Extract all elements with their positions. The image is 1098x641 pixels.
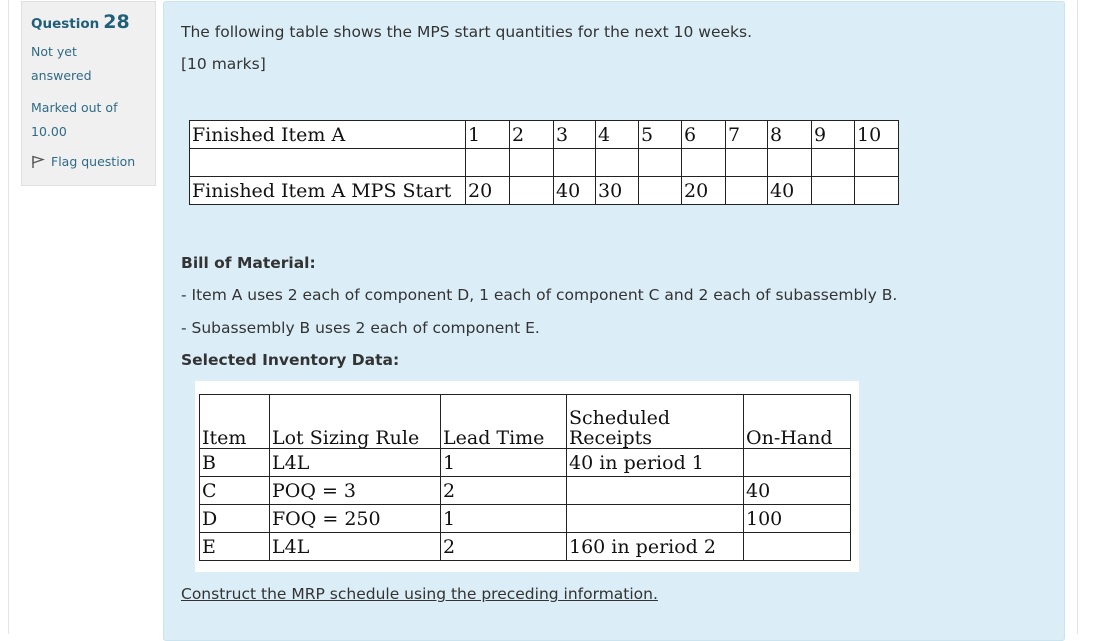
week-cell: 7 [726, 121, 768, 149]
empty-cell [855, 149, 899, 177]
mps-start-cell: 40 [554, 177, 596, 205]
header-on-hand: On-Hand [744, 395, 851, 449]
week-cell: 6 [682, 121, 726, 149]
item-cell: D [200, 505, 270, 533]
scheduled-receipts-cell: 40 in period 1 [567, 449, 744, 477]
question-label: Question [31, 16, 100, 32]
header-lead-time: Lead Time [441, 395, 567, 449]
bom-heading: Bill of Material: [181, 254, 316, 272]
scheduled-receipts-cell: 160 in period 2 [567, 533, 744, 561]
on-hand-cell [744, 449, 851, 477]
lot-rule-cell: L4L [270, 533, 441, 561]
lot-rule-cell: FOQ = 250 [270, 505, 441, 533]
mps-start-cell [639, 177, 682, 205]
page-frame-left [8, 0, 9, 634]
question-number-line [31, 11, 146, 33]
mps-item-label: Finished Item A [190, 121, 466, 149]
header-scheduled-line-2: Receipts [569, 427, 653, 449]
scheduled-receipts-cell [567, 505, 744, 533]
inventory-heading: Selected Inventory Data: [181, 351, 400, 369]
week-cell: 10 [855, 121, 899, 149]
scheduled-receipts-cell [567, 477, 744, 505]
question-content [163, 1, 1065, 641]
question-marks: [10 marks] [181, 55, 266, 73]
week-cell: 1 [466, 121, 510, 149]
page-frame-right [1077, 0, 1078, 634]
mps-start-cell: 30 [596, 177, 639, 205]
state-line-2: answered [31, 68, 92, 83]
empty-cell [639, 149, 682, 177]
week-cell: 9 [812, 121, 855, 149]
question-grade [31, 96, 146, 144]
empty-cell [466, 149, 510, 177]
empty-cell [726, 149, 768, 177]
header-scheduled-line-1: Scheduled [569, 407, 671, 429]
bom-line-2: - Subassembly B uses 2 each of component E. [181, 319, 540, 337]
item-cell: E [200, 533, 270, 561]
mps-start-cell: 20 [466, 177, 510, 205]
question-info-panel [21, 1, 156, 186]
week-cell: 2 [510, 121, 554, 149]
inventory-header-row [200, 395, 851, 449]
mps-start-cell: 40 [768, 177, 812, 205]
lead-time-cell: 2 [441, 477, 567, 505]
empty-cell [596, 149, 639, 177]
week-cell: 3 [554, 121, 596, 149]
header-item: Item [200, 395, 270, 449]
question-number: 28 [103, 11, 130, 33]
mps-start-cell [812, 177, 855, 205]
flag-question-button[interactable] [31, 154, 146, 169]
empty-cell [812, 149, 855, 177]
item-cell: B [200, 449, 270, 477]
table-row [200, 449, 851, 477]
mps-table [189, 120, 899, 205]
question-state [31, 40, 146, 88]
lead-time-cell: 2 [441, 533, 567, 561]
header-scheduled-receipts [567, 395, 744, 449]
flag-icon [31, 155, 45, 169]
instruction-text: Construct the MRP schedule using the preceding information. [181, 585, 658, 603]
mps-empty-row [190, 149, 899, 177]
mps-start-cell: 20 [682, 177, 726, 205]
mps-start-cell [855, 177, 899, 205]
marks-line-1: Marked out of [31, 100, 118, 115]
table-row [200, 477, 851, 505]
empty-cell [190, 149, 466, 177]
flag-question-label: Flag question [51, 154, 136, 169]
item-cell: C [200, 477, 270, 505]
week-cell: 4 [596, 121, 639, 149]
mps-start-row [190, 177, 899, 205]
on-hand-cell: 40 [744, 477, 851, 505]
mps-start-cell [510, 177, 554, 205]
mrp-instruction [181, 585, 658, 603]
table-row [200, 533, 851, 561]
empty-cell [510, 149, 554, 177]
mps-start-label: Finished Item A MPS Start [190, 177, 466, 205]
week-cell: 5 [639, 121, 682, 149]
on-hand-cell: 100 [744, 505, 851, 533]
empty-cell [554, 149, 596, 177]
table-row [200, 505, 851, 533]
state-line-1: Not yet [31, 44, 77, 59]
bom-line-1: - Item A uses 2 each of component D, 1 each of component C and 2 each of subassembly B. [181, 286, 898, 304]
empty-cell [768, 149, 812, 177]
mps-start-cell [726, 177, 768, 205]
inventory-image [195, 381, 859, 572]
week-cell: 8 [768, 121, 812, 149]
lot-rule-cell: POQ = 3 [270, 477, 441, 505]
on-hand-cell [744, 533, 851, 561]
inventory-table [199, 394, 851, 561]
header-lot-sizing-rule: Lot Sizing Rule [270, 395, 441, 449]
empty-cell [682, 149, 726, 177]
question-intro: The following table shows the MPS start quantities for the next 10 weeks. [181, 23, 753, 41]
mps-week-row [190, 121, 899, 149]
lead-time-cell: 1 [441, 449, 567, 477]
marks-line-2: 10.00 [31, 124, 67, 139]
lead-time-cell: 1 [441, 505, 567, 533]
lot-rule-cell: L4L [270, 449, 441, 477]
